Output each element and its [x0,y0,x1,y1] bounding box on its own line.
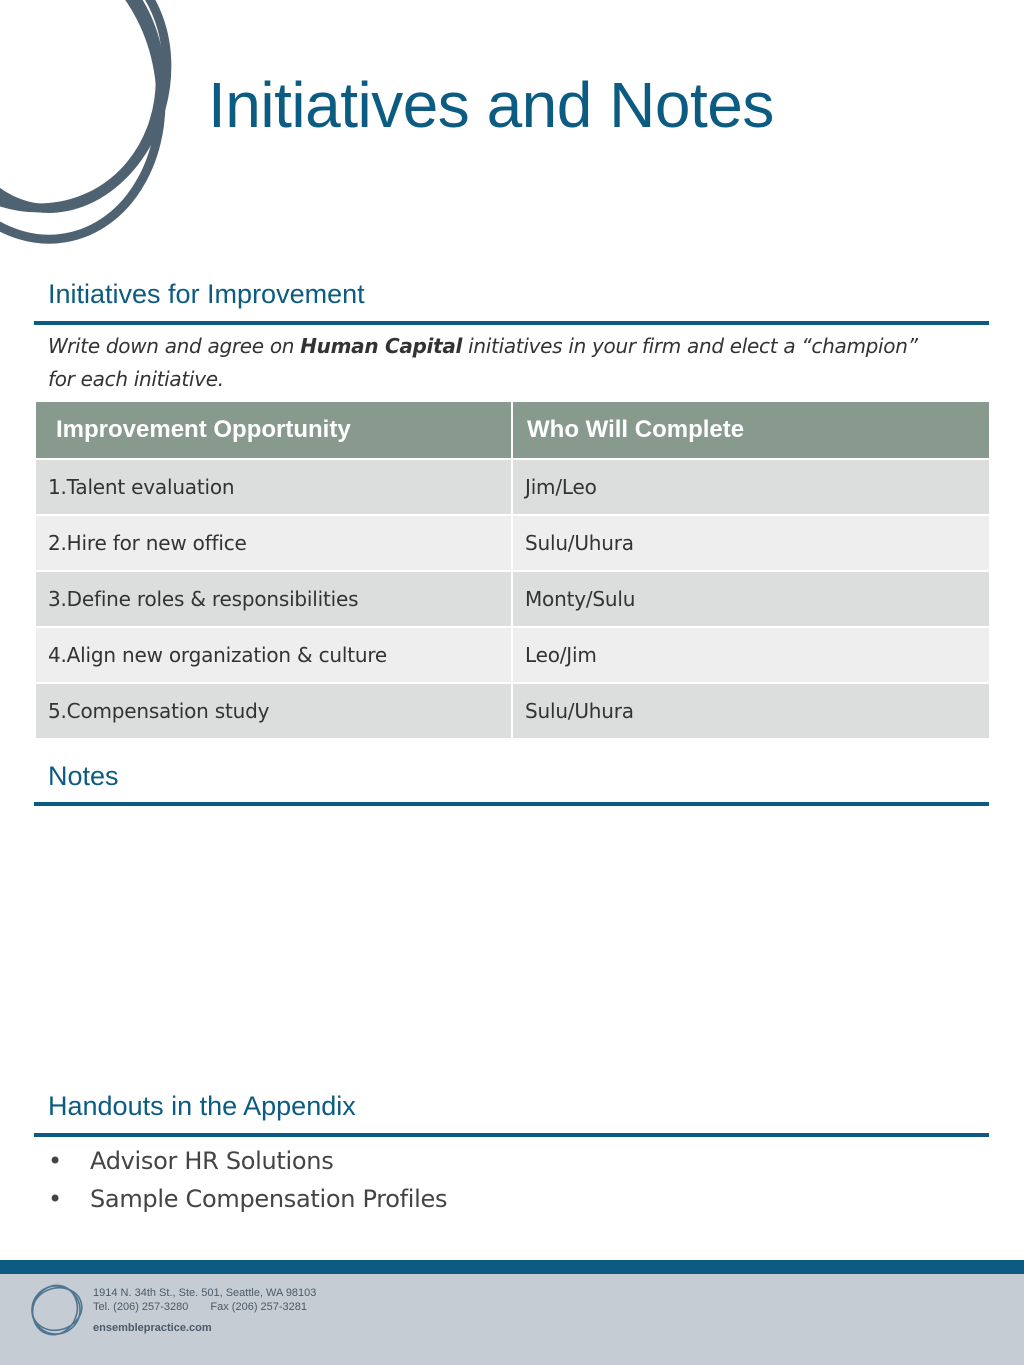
opportunity-cell: 4.Align new organization & culture [35,627,512,683]
table-row [35,571,990,627]
footer [0,1274,1024,1365]
table-header-row [35,401,990,459]
handouts-divider [34,1133,989,1137]
initiatives-divider [34,321,989,325]
table-row [35,683,990,739]
initiatives-table [34,400,991,740]
opportunity-cell: 3.Define roles & responsibilities [35,571,512,627]
owner-cell: Jim/Leo [512,459,990,515]
column-header-owner: Who Will Complete [512,401,990,459]
handouts-heading: Handouts in the Appendix [48,1091,356,1121]
company-rings-icon [28,1282,84,1338]
footer-address: 1914 N. 34th St., Ste. 501, Seattle, WA 98103 [93,1287,317,1299]
list-item [48,1180,447,1218]
intro-instructions [48,330,948,396]
intro-text-end: initiatives in your firm and elect a “champion” for each initiative. [48,334,918,391]
page-title: Initiatives and Notes [208,69,774,141]
owner-cell: Sulu/Uhura [512,683,990,739]
opportunity-cell: 1.Talent evaluation [35,459,512,515]
footer-phone-line [93,1300,316,1314]
handout-label: Sample Compensation Profiles [90,1185,448,1213]
intro-emphasis: Human Capital [300,334,463,358]
table-row [35,459,990,515]
bullet-icon: • [48,1147,62,1175]
column-header-opportunity: Improvement Opportunity [35,401,512,459]
owner-cell: Sulu/Uhura [512,515,990,571]
footer-fax: Fax (206) 257-3281 [210,1301,308,1313]
decorative-rings-logo [0,0,200,260]
footer-accent-bar [0,1260,1024,1274]
footer-tel: Tel. (206) 257-3280 [93,1301,189,1313]
opportunity-cell: 5.Compensation study [35,683,512,739]
bullet-icon: • [48,1185,62,1213]
notes-heading: Notes [48,761,119,791]
owner-cell: Monty/Sulu [512,571,990,627]
handout-label: Advisor HR Solutions [90,1147,334,1175]
contact-info [93,1286,316,1335]
owner-cell: Leo/Jim [512,627,990,683]
table-row [35,515,990,571]
table-row [35,627,990,683]
notes-divider [34,802,989,806]
footer-website: ensemblepractice.com [93,1322,212,1334]
opportunity-cell: 2.Hire for new office [35,515,512,571]
list-item [48,1142,447,1180]
initiatives-heading: Initiatives for Improvement [48,279,365,309]
intro-text-start: Write down and agree on [48,334,301,358]
handouts-list [48,1142,447,1218]
